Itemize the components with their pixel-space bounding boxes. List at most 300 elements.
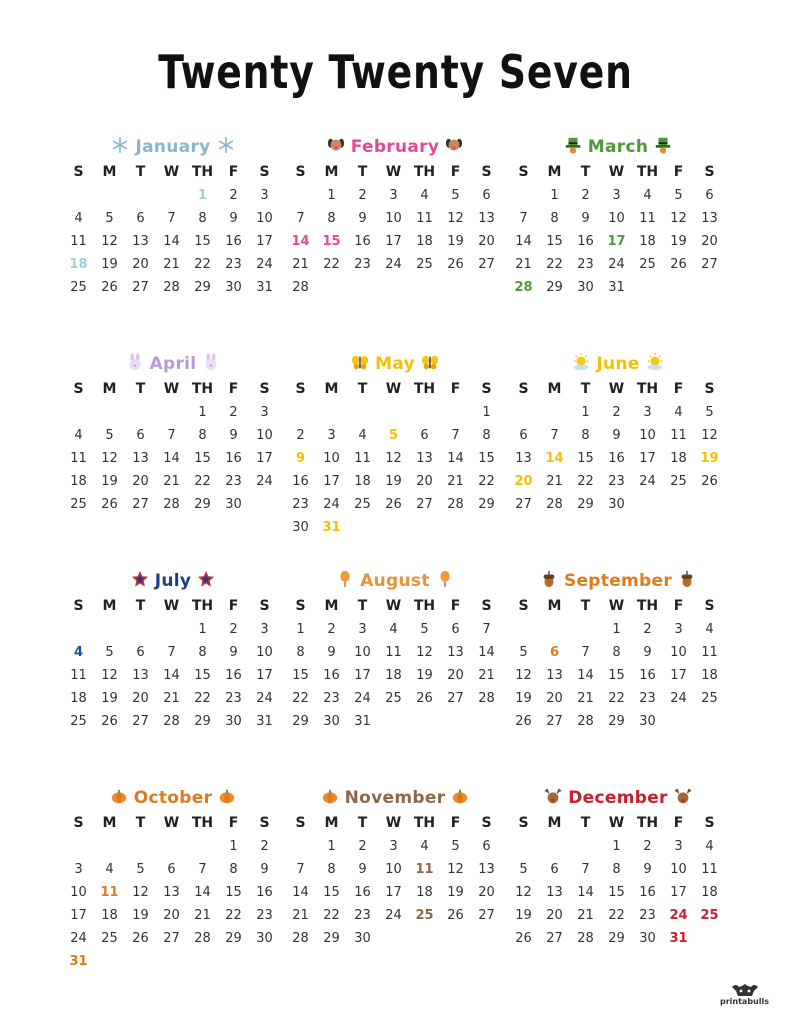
day-cell: 16 — [323, 668, 340, 683]
day-cell-highlighted: 11 — [415, 862, 434, 877]
day-cell: 3 — [612, 188, 621, 203]
day-cell: 16 — [225, 668, 242, 683]
day-cell: 19 — [416, 668, 433, 683]
day-cell: 9 — [358, 211, 367, 226]
day-cell: 9 — [612, 428, 621, 443]
day-cell: 24 — [256, 257, 273, 272]
day-cell: 17 — [256, 451, 273, 466]
empty-cell — [156, 184, 187, 207]
weekday-label: W — [608, 164, 625, 180]
day-cell: 13 — [478, 211, 495, 226]
weekday-label: S — [704, 381, 715, 397]
month-grid — [63, 378, 280, 516]
day-cell-highlighted: 5 — [388, 428, 399, 443]
day-cell: 3 — [389, 188, 398, 203]
weekday-label: TH — [413, 381, 436, 397]
day-cell: 10 — [670, 645, 687, 660]
weekday-label: F — [228, 381, 239, 397]
day-cell: 3 — [327, 428, 336, 443]
day-cell: 22 — [292, 691, 309, 706]
day-cell: 14 — [163, 668, 180, 683]
day-cell: 17 — [639, 451, 656, 466]
day-cell: 22 — [323, 908, 340, 923]
day-cell: 23 — [292, 497, 309, 512]
day-cell: 22 — [608, 691, 625, 706]
day-cell: 6 — [451, 622, 460, 637]
day-cell: 4 — [358, 428, 367, 443]
empty-cell — [508, 618, 539, 641]
day-cell: 7 — [451, 428, 460, 443]
month-header — [285, 567, 505, 595]
weekday-label: F — [673, 381, 684, 397]
weekday-label: F — [450, 815, 461, 831]
day-cell: 2 — [327, 622, 336, 637]
month-name: November — [344, 788, 446, 808]
day-cell: 20 — [701, 234, 718, 249]
empty-cell — [508, 401, 539, 424]
weekday-label: M — [324, 598, 339, 614]
day-cell: 24 — [639, 474, 656, 489]
month-march — [508, 133, 728, 299]
butterfly-icon — [421, 353, 439, 375]
day-cell: 5 — [105, 428, 114, 443]
weekday-label: S — [704, 164, 715, 180]
printabulls-logo — [720, 983, 769, 1006]
day-cell: 2 — [229, 405, 238, 420]
day-cell: 5 — [451, 188, 460, 203]
day-cell: 11 — [639, 211, 656, 226]
day-cell: 12 — [447, 211, 464, 226]
snowflake-icon — [217, 136, 235, 158]
day-cell: 18 — [385, 668, 402, 683]
weekday-label: S — [481, 598, 492, 614]
day-cell: 30 — [639, 714, 656, 729]
day-cell: 26 — [447, 257, 464, 272]
day-cell: 25 — [416, 257, 433, 272]
weekday-label: F — [450, 164, 461, 180]
day-cell: 3 — [358, 622, 367, 637]
empty-cell — [94, 618, 125, 641]
day-cell: 14 — [515, 234, 532, 249]
day-cell: 5 — [420, 622, 429, 637]
day-cell: 28 — [546, 497, 563, 512]
day-cell: 29 — [194, 497, 211, 512]
day-cell: 22 — [608, 908, 625, 923]
day-cell: 29 — [608, 714, 625, 729]
empty-cell — [378, 401, 409, 424]
empty-cell — [94, 835, 125, 858]
empty-cell — [285, 184, 316, 207]
day-cell: 5 — [451, 839, 460, 854]
day-cell: 30 — [225, 714, 242, 729]
weekday-label: S — [295, 815, 306, 831]
day-cell: 4 — [643, 188, 652, 203]
day-cell: 29 — [608, 931, 625, 946]
day-cell: 20 — [416, 474, 433, 489]
day-cell: 19 — [447, 234, 464, 249]
pumpkin-icon — [110, 787, 128, 809]
day-cell: 26 — [132, 931, 149, 946]
weekday-label: W — [385, 815, 402, 831]
day-cell: 28 — [194, 931, 211, 946]
day-cell: 29 — [292, 714, 309, 729]
day-cell: 1 — [612, 839, 621, 854]
day-cell: 28 — [163, 280, 180, 295]
day-cell: 21 — [447, 474, 464, 489]
day-cell: 4 — [74, 211, 83, 226]
day-cell: 7 — [550, 428, 559, 443]
snowflake-icon — [111, 136, 129, 158]
day-cell: 3 — [260, 405, 269, 420]
day-cell: 13 — [416, 451, 433, 466]
day-cell: 16 — [225, 451, 242, 466]
weekday-label: M — [102, 164, 117, 180]
day-cell: 25 — [354, 497, 371, 512]
day-cell: 9 — [229, 211, 238, 226]
day-cell: 25 — [670, 474, 687, 489]
puppy-icon — [327, 136, 345, 158]
day-cell: 19 — [101, 691, 118, 706]
reindeer-icon — [544, 787, 562, 809]
day-cell: 14 — [447, 451, 464, 466]
day-cell: 24 — [608, 257, 625, 272]
empty-cell — [508, 184, 539, 207]
day-cell: 17 — [354, 668, 371, 683]
day-cell: 10 — [323, 451, 340, 466]
day-cell-highlighted: 31 — [669, 931, 688, 946]
weekday-label: M — [547, 815, 562, 831]
puppy-icon — [445, 136, 463, 158]
day-cell: 18 — [701, 668, 718, 683]
day-cell: 2 — [358, 839, 367, 854]
day-cell: 14 — [163, 234, 180, 249]
day-cell: 16 — [354, 234, 371, 249]
weekday-label: TH — [636, 598, 659, 614]
day-cell: 6 — [482, 188, 491, 203]
weekday-label: M — [324, 815, 339, 831]
day-cell: 27 — [478, 908, 495, 923]
empty-cell — [63, 835, 94, 858]
day-cell: 12 — [101, 668, 118, 683]
day-cell: 15 — [225, 885, 242, 900]
weekday-label: T — [580, 598, 591, 614]
empty-cell — [508, 835, 539, 858]
weekday-label: TH — [191, 164, 214, 180]
weekday-label: TH — [191, 815, 214, 831]
day-cell: 8 — [612, 862, 621, 877]
day-cell: 21 — [194, 908, 211, 923]
weekday-label: T — [135, 381, 146, 397]
month-name: September — [563, 571, 673, 591]
day-cell: 13 — [515, 451, 532, 466]
star-icon — [197, 570, 215, 592]
weekday-label: F — [673, 815, 684, 831]
day-cell: 22 — [194, 474, 211, 489]
day-cell: 22 — [577, 474, 594, 489]
day-cell: 15 — [194, 234, 211, 249]
day-cell: 17 — [256, 668, 273, 683]
day-cell: 22 — [225, 908, 242, 923]
day-cell: 14 — [194, 885, 211, 900]
day-cell: 4 — [389, 622, 398, 637]
weekday-label: M — [547, 598, 562, 614]
day-cell: 11 — [354, 451, 371, 466]
day-cell: 27 — [132, 280, 149, 295]
day-cell: 10 — [670, 862, 687, 877]
day-cell: 26 — [447, 908, 464, 923]
day-cell: 25 — [70, 497, 87, 512]
leprechaun-hat-icon — [564, 136, 582, 158]
day-cell: 12 — [101, 234, 118, 249]
day-cell: 27 — [701, 257, 718, 272]
day-cell: 18 — [101, 908, 118, 923]
weekday-label: T — [580, 381, 591, 397]
month-name: July — [154, 571, 192, 591]
weekday-label: S — [518, 381, 529, 397]
weekday-label: M — [102, 598, 117, 614]
day-cell: 1 — [612, 622, 621, 637]
day-cell: 28 — [292, 931, 309, 946]
day-cell: 23 — [639, 691, 656, 706]
day-cell: 9 — [358, 862, 367, 877]
day-cell: 26 — [416, 691, 433, 706]
day-cell: 21 — [163, 474, 180, 489]
day-cell-highlighted: 25 — [700, 908, 719, 923]
weekday-label: T — [580, 164, 591, 180]
day-cell: 17 — [385, 234, 402, 249]
day-cell: 7 — [482, 622, 491, 637]
weekday-label: TH — [413, 164, 436, 180]
day-cell: 12 — [416, 645, 433, 660]
weekday-label: F — [450, 381, 461, 397]
month-january — [63, 133, 283, 299]
acorn-icon — [678, 570, 696, 592]
month-grid — [508, 378, 725, 516]
month-header — [285, 133, 505, 161]
month-name: June — [596, 354, 640, 374]
month-june — [508, 350, 728, 516]
day-cell-highlighted: 18 — [69, 257, 88, 272]
day-cell: 27 — [132, 714, 149, 729]
day-cell: 14 — [163, 451, 180, 466]
day-cell-highlighted: 1 — [197, 188, 208, 203]
weekday-label: M — [547, 381, 562, 397]
weekday-label: W — [385, 164, 402, 180]
day-cell: 7 — [198, 862, 207, 877]
day-cell: 11 — [70, 234, 87, 249]
weekday-label: S — [704, 815, 715, 831]
empty-cell — [125, 835, 156, 858]
month-name: October — [133, 788, 213, 808]
day-cell: 21 — [577, 691, 594, 706]
day-cell: 4 — [420, 188, 429, 203]
day-cell: 16 — [225, 234, 242, 249]
weekday-label: M — [324, 381, 339, 397]
day-cell: 23 — [225, 474, 242, 489]
day-cell: 16 — [354, 885, 371, 900]
day-cell: 10 — [70, 885, 87, 900]
day-cell: 1 — [327, 839, 336, 854]
day-cell: 13 — [478, 862, 495, 877]
day-cell: 13 — [132, 234, 149, 249]
day-cell: 17 — [323, 474, 340, 489]
day-cell: 27 — [447, 691, 464, 706]
weekday-label: T — [357, 381, 368, 397]
day-cell: 9 — [643, 645, 652, 660]
day-cell: 29 — [577, 497, 594, 512]
day-cell: 8 — [550, 211, 559, 226]
month-grid — [285, 595, 502, 733]
day-cell: 1 — [198, 405, 207, 420]
month-name: February — [350, 137, 440, 157]
day-cell: 26 — [101, 714, 118, 729]
day-cell: 16 — [577, 234, 594, 249]
weekday-label: W — [608, 381, 625, 397]
empty-cell — [440, 401, 471, 424]
day-cell: 29 — [546, 280, 563, 295]
month-september — [508, 567, 728, 733]
day-cell-highlighted: 14 — [545, 451, 564, 466]
day-cell: 11 — [670, 428, 687, 443]
day-cell: 19 — [515, 691, 532, 706]
day-cell: 13 — [546, 885, 563, 900]
day-cell: 20 — [478, 234, 495, 249]
weekday-label: W — [608, 815, 625, 831]
day-cell: 10 — [256, 645, 273, 660]
month-august — [285, 567, 505, 733]
empty-cell — [539, 401, 570, 424]
star-icon — [131, 570, 149, 592]
day-cell: 25 — [701, 691, 718, 706]
day-cell: 28 — [577, 714, 594, 729]
day-cell: 19 — [515, 908, 532, 923]
month-december — [508, 784, 728, 950]
day-cell: 15 — [194, 451, 211, 466]
day-cell: 30 — [323, 714, 340, 729]
month-header — [508, 784, 728, 812]
weekday-label: TH — [413, 815, 436, 831]
day-cell: 13 — [132, 451, 149, 466]
day-cell: 15 — [194, 668, 211, 683]
day-cell-highlighted: 14 — [291, 234, 310, 249]
weekday-label: M — [547, 164, 562, 180]
day-cell: 9 — [327, 645, 336, 660]
weekday-label: T — [357, 598, 368, 614]
day-cell: 17 — [670, 885, 687, 900]
day-cell: 3 — [674, 622, 683, 637]
day-cell: 25 — [70, 280, 87, 295]
weekday-label: S — [295, 381, 306, 397]
day-cell: 17 — [385, 885, 402, 900]
month-name: August — [360, 571, 430, 591]
day-cell: 25 — [101, 931, 118, 946]
weekday-label: S — [481, 381, 492, 397]
month-may — [285, 350, 505, 539]
day-cell: 27 — [546, 931, 563, 946]
day-cell: 28 — [478, 691, 495, 706]
day-cell: 24 — [70, 931, 87, 946]
day-cell: 27 — [546, 714, 563, 729]
empty-cell — [409, 401, 440, 424]
day-cell: 16 — [639, 668, 656, 683]
day-cell: 8 — [327, 211, 336, 226]
weekday-label: S — [704, 598, 715, 614]
day-cell: 10 — [354, 645, 371, 660]
day-cell: 19 — [132, 908, 149, 923]
month-header — [285, 350, 505, 378]
month-november — [285, 784, 505, 950]
day-cell: 26 — [101, 497, 118, 512]
weekday-label: T — [357, 815, 368, 831]
day-cell: 11 — [701, 862, 718, 877]
weekday-label: S — [73, 164, 84, 180]
day-cell: 20 — [546, 908, 563, 923]
month-name: May — [375, 354, 415, 374]
day-cell: 18 — [354, 474, 371, 489]
day-cell: 29 — [478, 497, 495, 512]
day-cell: 2 — [296, 428, 305, 443]
month-grid — [285, 812, 502, 950]
day-cell: 12 — [447, 862, 464, 877]
day-cell: 9 — [643, 862, 652, 877]
day-cell: 18 — [70, 474, 87, 489]
weekday-label: TH — [636, 164, 659, 180]
day-cell: 30 — [292, 520, 309, 535]
day-cell-highlighted: 19 — [700, 451, 719, 466]
weekday-label: W — [163, 381, 180, 397]
day-cell: 30 — [225, 280, 242, 295]
day-cell: 28 — [163, 497, 180, 512]
day-cell: 26 — [670, 257, 687, 272]
day-cell: 6 — [420, 428, 429, 443]
day-cell: 17 — [70, 908, 87, 923]
day-cell: 7 — [519, 211, 528, 226]
day-cell: 23 — [256, 908, 273, 923]
month-grid — [63, 595, 280, 733]
day-cell: 18 — [639, 234, 656, 249]
day-cell: 8 — [581, 428, 590, 443]
day-cell: 8 — [198, 645, 207, 660]
day-cell: 8 — [482, 428, 491, 443]
day-cell: 7 — [296, 211, 305, 226]
day-cell: 6 — [136, 428, 145, 443]
day-cell: 21 — [292, 257, 309, 272]
day-cell: 2 — [581, 188, 590, 203]
sun-icon — [572, 353, 590, 375]
weekday-label: S — [295, 598, 306, 614]
weekday-label: M — [102, 381, 117, 397]
day-cell: 8 — [612, 645, 621, 660]
day-cell: 1 — [296, 622, 305, 637]
month-july — [63, 567, 283, 733]
day-cell: 12 — [385, 451, 402, 466]
day-cell: 4 — [705, 622, 714, 637]
day-cell: 22 — [194, 691, 211, 706]
day-cell: 24 — [670, 691, 687, 706]
day-cell: 10 — [385, 211, 402, 226]
day-cell: 7 — [581, 645, 590, 660]
day-cell: 15 — [608, 668, 625, 683]
month-header — [63, 350, 283, 378]
logo-text: printabulls — [720, 997, 769, 1006]
day-cell: 8 — [198, 211, 207, 226]
month-name: April — [149, 354, 197, 374]
day-cell: 27 — [163, 931, 180, 946]
month-grid — [63, 161, 280, 299]
day-cell: 14 — [292, 885, 309, 900]
day-cell: 1 — [482, 405, 491, 420]
day-cell: 2 — [643, 839, 652, 854]
